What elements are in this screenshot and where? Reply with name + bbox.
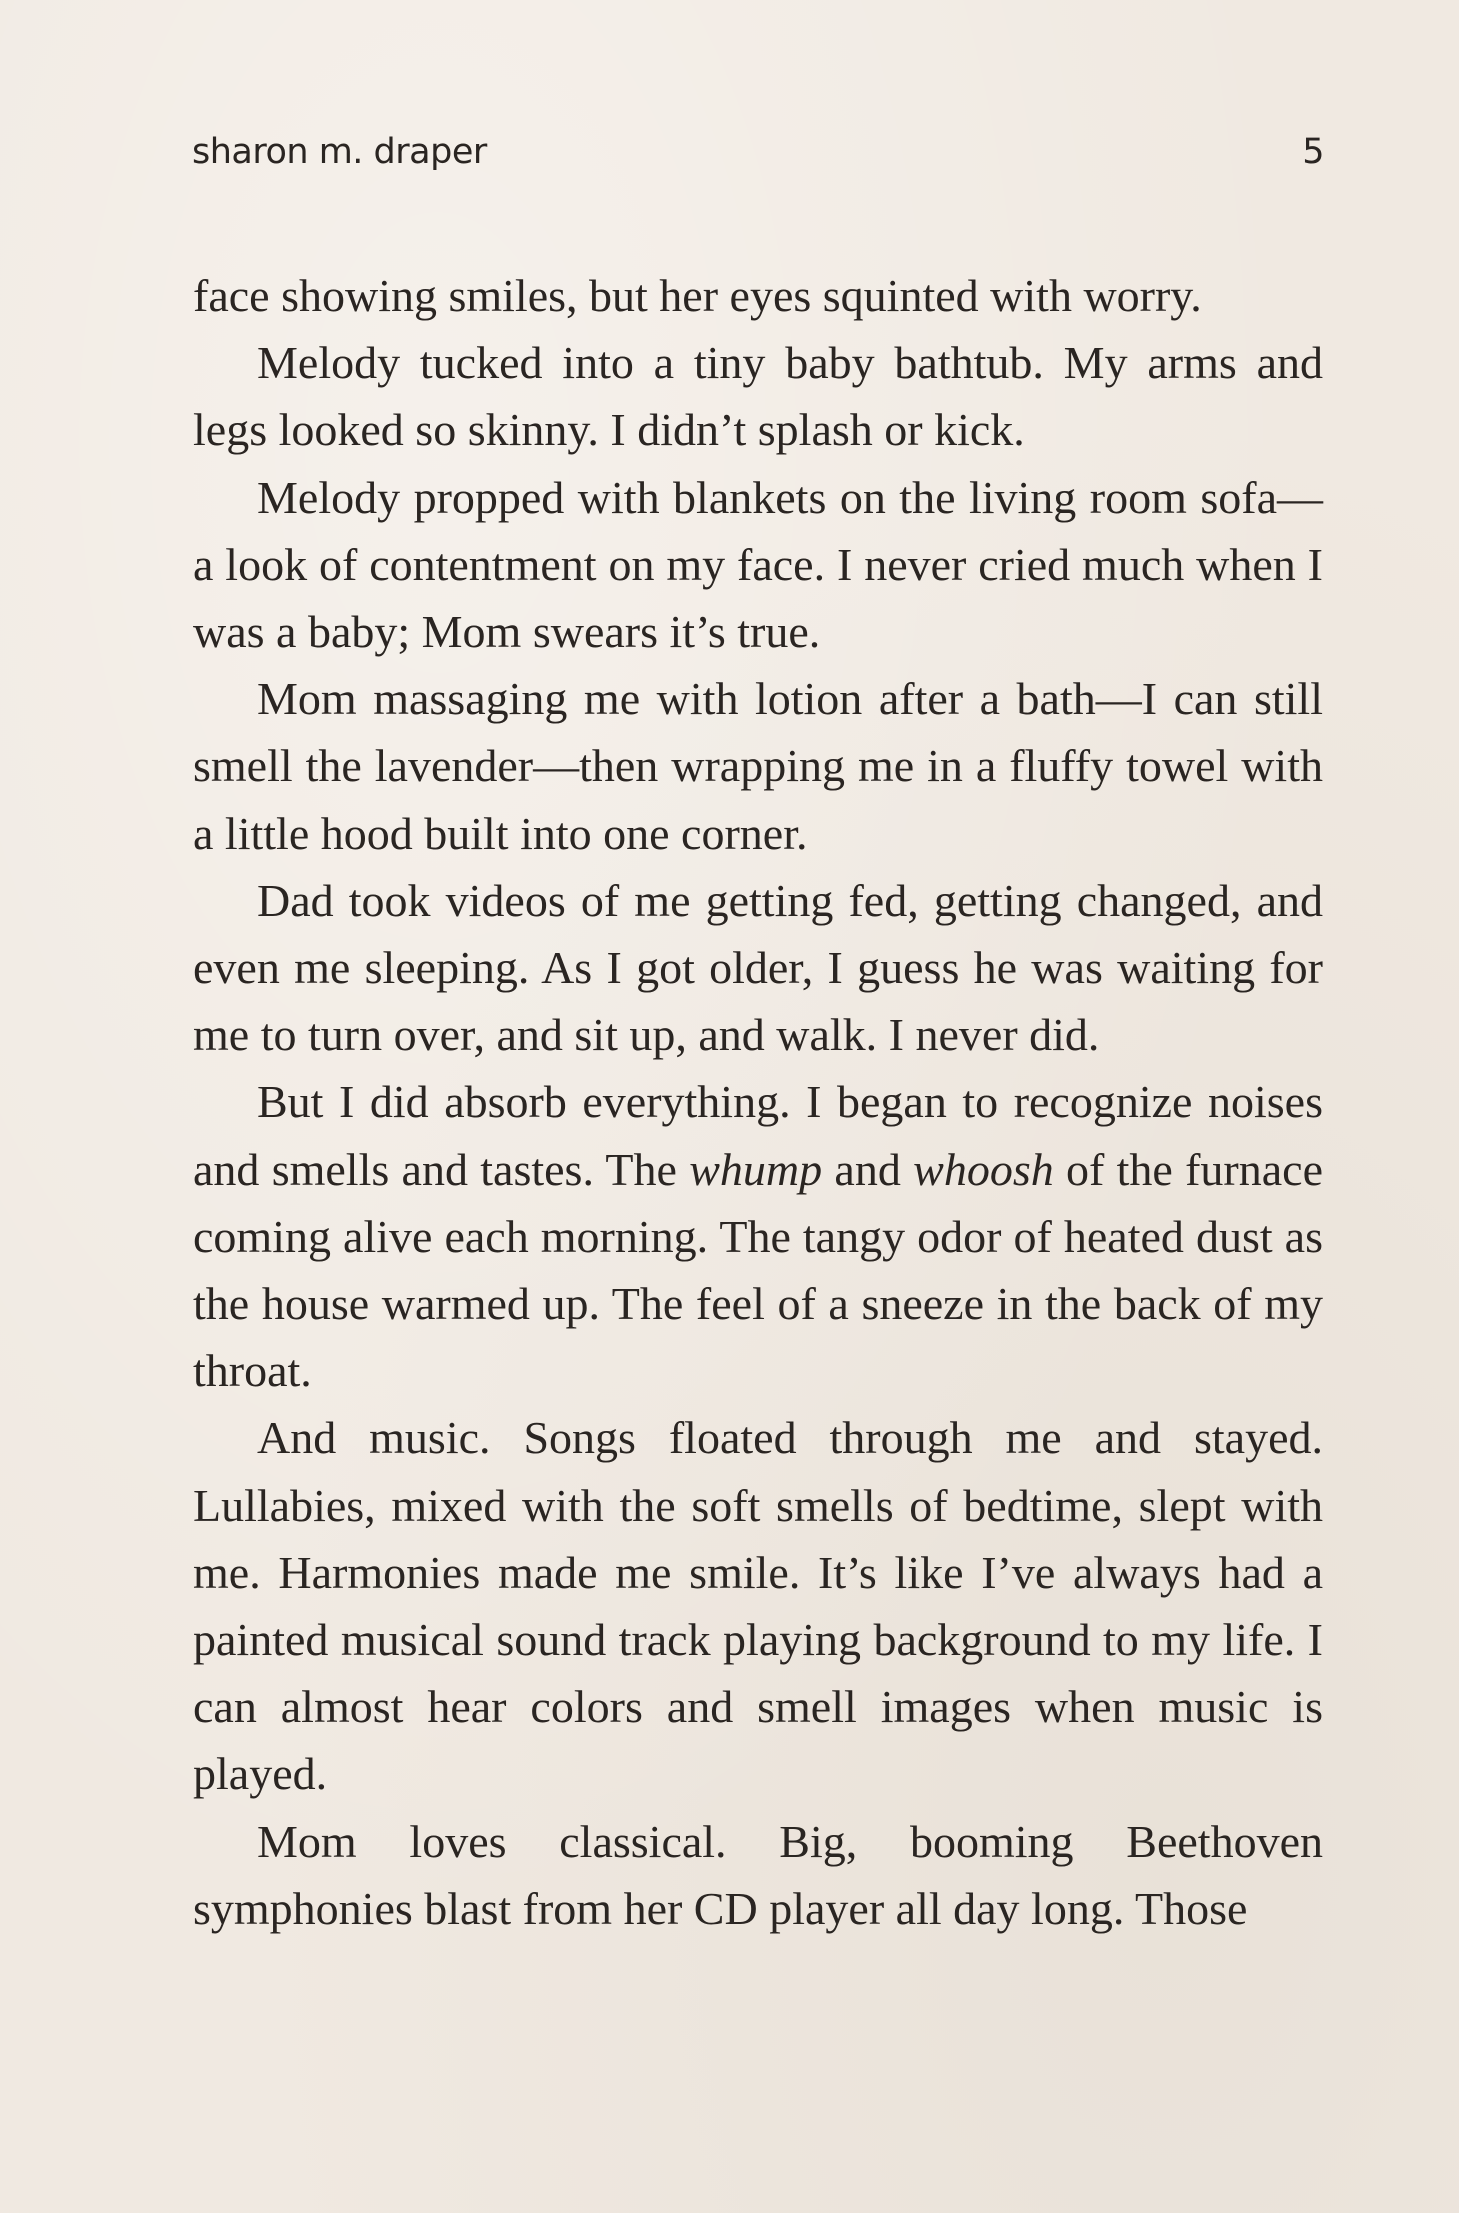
paragraph-text: Dad took videos of me getting fed, getting changed, and even me sleeping. As I got older, I guess he was waiting for me to turn over, and sit up, and walk. I never did. (193, 874, 1323, 1061)
paragraph-text: Mom massaging me with lotion after a bath—I can still smell the lavender—then wrapping me in a fluffy towel with a little hood built into one corner. (193, 673, 1323, 859)
paragraph-text: face showing smiles, but her eyes squinted with worry. (193, 270, 1202, 321)
paragraph-text: Melody propped with blankets on the living room sofa—a look of contentment on my face. I never cried much when I was a baby; Mom swears it’s true. (193, 471, 1323, 658)
paragraph (193, 262, 1323, 329)
paragraph (193, 329, 1323, 463)
paragraph-text: And music. Songs floated through me and stayed. Lullabies, mixed with the soft smells of bedtime, slept with me. Harmonies made me smile. It’s like I’ve always had a painted musical sound track playing background to my life. I can almost hear colors and smell images when music is played. (193, 1412, 1323, 1800)
author-name: sharon m. draper (192, 132, 487, 172)
italic-text: whoosh (913, 1143, 1054, 1195)
paragraph-text: Melody tucked into a tiny baby bathtub. My arms and legs looked so skinny. I didn’t splash or kick. (193, 337, 1323, 456)
paragraph-text: Mom loves classical. Big, booming Beethoven symphonies blast from her CD player all day long. Those (193, 1815, 1323, 1934)
paragraph (193, 464, 1323, 666)
paragraph-text: But I did absorb everything. I began to recognize noises and smells and tastes. The (193, 1076, 1323, 1195)
paragraph (193, 1808, 1323, 1942)
paragraph (193, 1068, 1323, 1404)
body-text (193, 262, 1323, 1942)
paragraph-text: and (822, 1143, 914, 1195)
running-header (192, 132, 1324, 182)
paragraph-text: of the furnace coming alive each morning. The tangy odor of heated dust as the house warmed up. The feel of a sneeze in the back of my throat. (193, 1143, 1324, 1397)
page-number: 5 (1302, 132, 1324, 172)
paragraph (193, 1404, 1323, 1807)
italic-text: whump (689, 1143, 823, 1195)
paragraph (193, 665, 1323, 867)
paragraph (193, 867, 1323, 1069)
